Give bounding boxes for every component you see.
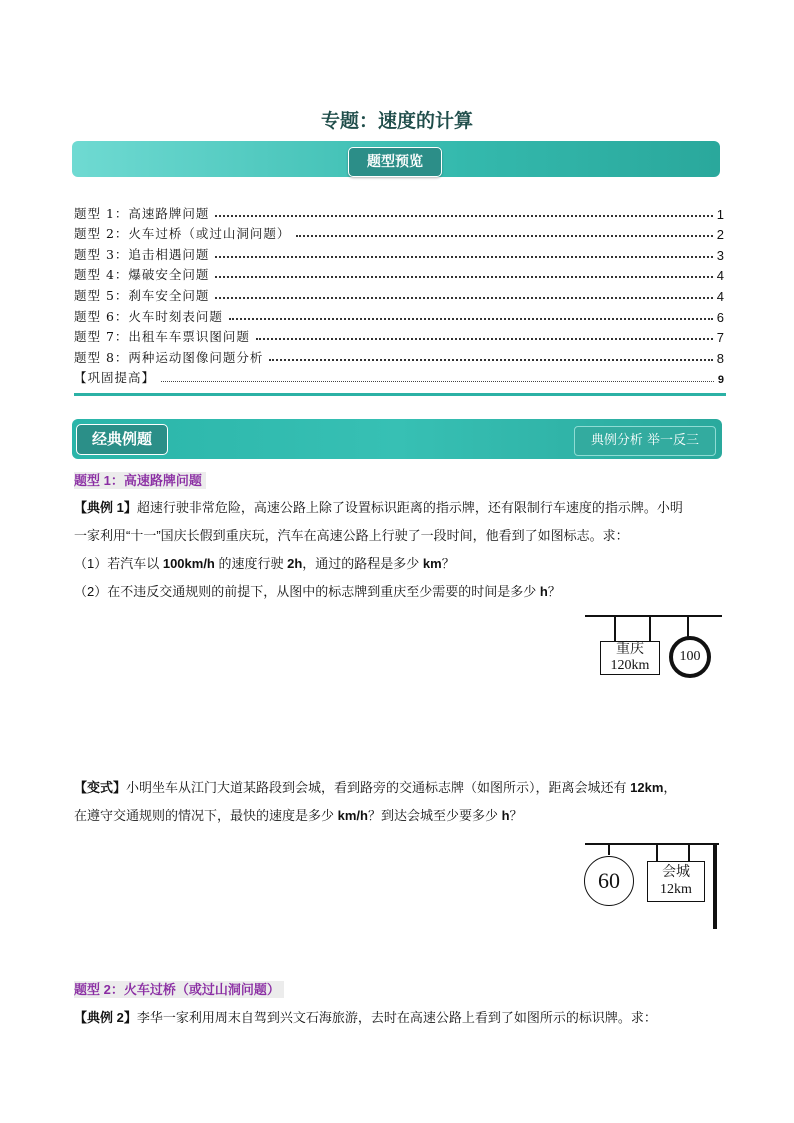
- example1-question1: （1）若汽车以 100km/h 的速度行驶 2h，通过的路程是多少 km？: [74, 556, 455, 571]
- type2-heading-row: [74, 976, 724, 1004]
- sign-city: 会城: [662, 865, 690, 880]
- sign-beam: [585, 615, 722, 617]
- toc-leader: [229, 318, 713, 320]
- section-divider: [74, 393, 726, 396]
- toc-item-label: 题型 3：追击相遇问题: [74, 246, 210, 262]
- toc-item-label: 题型 1：高速路牌问题: [74, 205, 210, 221]
- road-sign-figure-2: [583, 843, 723, 931]
- toc-item[interactable]: [74, 242, 724, 263]
- speed-limit-sign: 100: [669, 636, 711, 678]
- toc-item-page: 9: [717, 374, 724, 387]
- toc-leader: [215, 256, 712, 258]
- sign-distance: 120km: [610, 658, 650, 673]
- preview-badge: 题型预览: [348, 147, 442, 177]
- sign-hanger: [687, 615, 689, 637]
- sign-pole: [713, 843, 717, 929]
- toc-item[interactable]: [74, 345, 724, 366]
- toc-item-label: 题型 8：两种运动图像问题分析: [74, 349, 264, 365]
- variant1-line2: 在遵守交通规则的情况下，最快的速度是多少 km/h？到达会城至少要多少 h？: [74, 808, 523, 823]
- toc-item-page: 7: [716, 330, 724, 346]
- toc-item-label: 题型 6：火车时刻表问题: [74, 308, 223, 324]
- toc-item-page: 4: [716, 288, 724, 304]
- toc-item-label: 【巩固提高】: [74, 370, 156, 386]
- road-sign-figure-1: [585, 615, 723, 685]
- examples-badge: 经典例题: [76, 424, 168, 455]
- toc-item[interactable]: [74, 283, 724, 304]
- toc-item-label: 题型 5：刹车安全问题: [74, 287, 210, 303]
- example1-line2: 一家利用“十一”国庆长假到重庆玩，汽车在高速公路上行驶了一段时间，他看到了如图标志。求：: [74, 528, 629, 543]
- example2-tag: 【典例 2】: [74, 1010, 137, 1025]
- toc-leader: [296, 235, 712, 237]
- sign-hanger: [649, 615, 651, 641]
- example1-text: [74, 494, 724, 606]
- toc-item[interactable]: [74, 366, 724, 387]
- distance-sign: [600, 641, 660, 675]
- type1-heading-row: [74, 467, 724, 495]
- toc-leader: [215, 276, 712, 278]
- toc-leader: [215, 215, 712, 217]
- toc-leader: [161, 381, 714, 382]
- toc-item-page: 1: [716, 206, 724, 222]
- toc-item[interactable]: [74, 304, 724, 325]
- variant1-text: [74, 774, 724, 830]
- toc-item-page: 8: [716, 350, 724, 366]
- toc-item-page: 6: [716, 309, 724, 325]
- toc-leader: [256, 338, 713, 340]
- type2-heading: 题型 2：火车过桥（或过山洞问题）: [74, 981, 284, 998]
- variant1-tag: 【变式】: [74, 780, 127, 795]
- toc-leader: [269, 359, 712, 361]
- toc-item-label: 题型 4：爆破安全问题: [74, 267, 210, 283]
- page-title: 专题：速度的计算: [320, 110, 473, 132]
- toc-item-page: 2: [716, 227, 724, 243]
- toc-item-label: 题型 7：出租车车票识图问题: [74, 329, 250, 345]
- sign-hanger: [614, 615, 616, 641]
- example1-line1: [74, 494, 724, 522]
- toc-leader: [215, 297, 712, 299]
- example1-tag: 【典例 1】: [74, 500, 137, 515]
- example1-line1-text: 超速行驶非常危险，高速公路上除了设置标识距离的指示牌，还有限制行车速度的指示牌。小明: [136, 500, 683, 515]
- sign-beam: [585, 843, 719, 845]
- toc-item-label: 题型 2：火车过桥（或过山洞问题）: [74, 226, 291, 242]
- sign-hanger: [688, 843, 690, 861]
- toc-item[interactable]: [74, 222, 724, 243]
- toc-item[interactable]: [74, 201, 724, 222]
- example2-line1: [74, 1004, 724, 1032]
- examples-subtitle: 典例分析 举一反三: [574, 426, 716, 456]
- sign-hanger: [656, 843, 658, 861]
- type1-heading: 题型 1：高速路牌问题: [74, 472, 206, 489]
- variant1-line1: 【变式】小明坐车从江门大道某路段到会城，看到路旁的交通标志牌（如图所示），距离会城还有 12km，: [74, 780, 677, 795]
- table-of-contents: [74, 201, 724, 386]
- sign-hanger: [608, 843, 610, 855]
- distance-sign: [647, 861, 705, 902]
- sign-city: 重庆: [616, 642, 644, 657]
- example2-text: [74, 1004, 724, 1032]
- sign-distance: 12km: [660, 882, 692, 897]
- toc-item[interactable]: [74, 263, 724, 284]
- toc-item-page: 3: [716, 247, 724, 263]
- toc-item[interactable]: [74, 325, 724, 346]
- speed-limit-sign: 60: [584, 856, 634, 906]
- example1-question2: （2）在不违反交通规则的前提下，从图中的标志牌到重庆至少需要的时间是多少 h？: [74, 584, 561, 599]
- example2-line1-text: 李华一家利用周末自驾到兴文石海旅游，去时在高速公路上看到了如图所示的标识牌。求：: [136, 1010, 657, 1025]
- toc-item-page: 4: [716, 268, 724, 284]
